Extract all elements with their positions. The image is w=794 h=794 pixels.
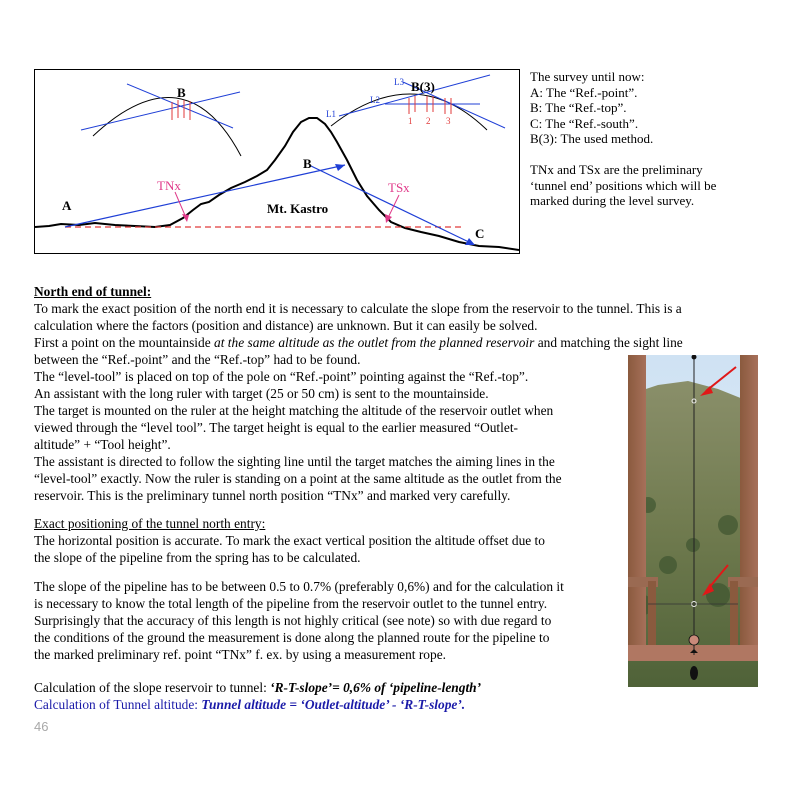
label-mountain: Mt. Kastro (267, 201, 329, 216)
text-line: The “level-tool” is placed on top of the pole on “Ref.-point” pointing against the “Ref.-top”. (34, 369, 529, 384)
label-tsx: TSx (388, 180, 410, 195)
text-line: the marked preliminary ref. point “TNx” f. ex. by using a measurement rope. (34, 647, 446, 662)
text-line: reservoir. This is the preliminary tunnel north position “TNx” and marked very carefully. (34, 488, 511, 503)
legend-line: C: The “Ref.-south”. (530, 115, 639, 131)
sight-line-b-c (311, 166, 473, 244)
frame-inner-right (730, 581, 738, 647)
label-l2: L2 (370, 95, 380, 105)
label-b-top: B (177, 85, 186, 100)
calc-altitude: Calculation of Tunnel altitude: Tunnel altitude = ‘Outlet-altitude’ - ‘R-T-slope’. (34, 697, 466, 712)
label-b3: B(3) (411, 79, 435, 94)
text-line: The target is mounted on the ruler at the height matching the altitude of the reservoir outlet when (34, 403, 554, 418)
text-line: is necessary to know the total length of the pipeline from the reservoir outlet to the tunnel entry. (34, 596, 548, 611)
label-a: A (62, 198, 72, 213)
legend-line: The survey until now: (530, 69, 645, 84)
text-line: The assistant is directed to follow the sighting line until the target matches the aiming lines in the (34, 454, 555, 469)
text-line: between the “Ref.-point” and the “Ref.-top” had to be found. (34, 352, 361, 367)
survey-diagram (34, 69, 520, 254)
calc-slope: Calculation of the slope reservoir to tunnel: ‘R-T-slope’= 0,6% of ‘pipeline-length’ (34, 680, 482, 695)
label-l1: L1 (326, 109, 336, 119)
plumb-weight (690, 666, 698, 680)
calc-slope-formula: ‘R-T-slope’= 0,6% of ‘pipeline-length’ (270, 680, 482, 695)
sketch-b-poles (172, 100, 190, 120)
mountain-profile (35, 118, 519, 250)
legend-para2-line: marked during the level survey. (530, 193, 695, 209)
label-n2: 2 (426, 116, 431, 126)
label-n3: 3 (446, 116, 451, 126)
text-line: The horizontal position is accurate. To mark the exact vertical position the altitude offset due to (34, 533, 545, 548)
text-line: viewed through the “level tool”. The target height is equal to the earlier measured “Outlet- (34, 420, 518, 435)
legend-line: A: The “Ref.-point”. (530, 84, 638, 100)
label-n1: 1 (408, 116, 413, 126)
label-c: C (475, 226, 485, 241)
text-line: calculation where the factors (position and distance) are unknown. But it can easily be solved. (34, 318, 538, 333)
label-b-main: B (303, 156, 312, 171)
level-tool-photo (628, 355, 758, 687)
text-line: the slope of the pipeline from the spring has to be calculated. (34, 550, 361, 565)
frame-inner-left (648, 581, 656, 647)
text-line: Surprisingly that the accuracy of this length is not highly critical (see note) so with due regard to (34, 613, 552, 628)
text-line: altitude” + “Tool height”. (34, 437, 171, 452)
legend-para2-line: TNx and TSx are the preliminary (530, 161, 703, 177)
label-l3: L3 (394, 77, 404, 87)
legend-para2-line: ‘tunnel end’ positions which will be (530, 177, 717, 193)
survey-legend (530, 69, 770, 209)
legend-line: B: The “Ref.-top”. (530, 100, 627, 116)
exact-heading: Exact positioning of the tunnel north entry: (34, 516, 266, 531)
sight-line-a-b (65, 165, 345, 227)
frame-right-post (740, 355, 758, 660)
frame-left-post (628, 355, 646, 660)
label-tnx: TNx (157, 178, 181, 193)
legend-line: B(3): The used method. (530, 131, 654, 147)
calc-altitude-formula: Tunnel altitude = ‘Outlet-altitude’ - ‘R-T-slope’. (201, 697, 466, 712)
text-line: “level-tool” exactly. Now the ruler is standing on a point at the same altitude as the outlet from the (34, 471, 562, 486)
text-line: First a point on the mountainside at the same altitude as the outlet from the planned reservoir and matching the sight line (34, 335, 683, 350)
emphasis-text: at the same altitude as the outlet from the planned reservoir (214, 335, 535, 350)
text-line: To mark the exact position of the north end it is necessary to calculate the slope from the reservoir to the tunnel. This is a (34, 301, 682, 316)
sketch-b-curve (93, 97, 241, 156)
sketch-b3-poles (409, 96, 451, 114)
sight-line-a-b-arrow (335, 164, 345, 171)
text-line: the conditions of the ground the measurement is done along the planned route for the pipeline to (34, 630, 550, 645)
north-heading: North end of tunnel: (34, 284, 152, 299)
text-line: An assistant with the long ruler with target (25 or 50 cm) is sent to the mountainside. (34, 386, 489, 401)
page-number: 46 (34, 719, 49, 734)
sight-hole (689, 635, 699, 645)
text-line: The slope of the pipeline has to be between 0.5 to 0.7% (preferably 0,6%) and for the calculation it (34, 579, 564, 594)
